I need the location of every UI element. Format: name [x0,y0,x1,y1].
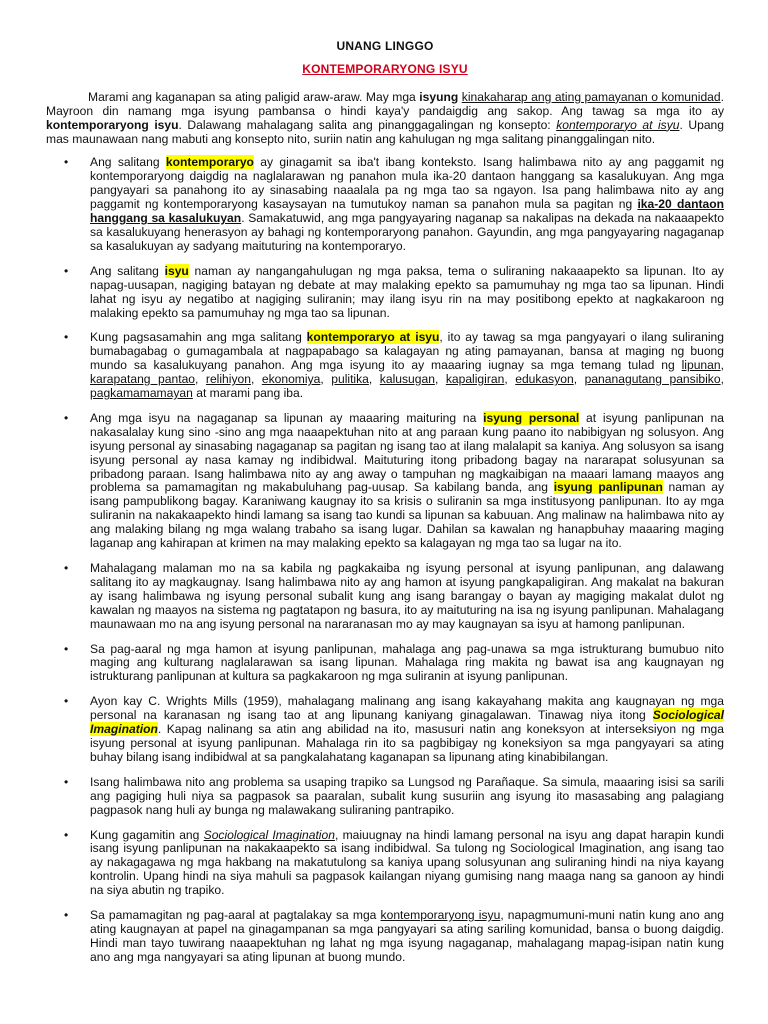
bullet-list [46,156,724,964]
text-run: at isyung panlipunan na nakasalalay kung sino -sino ang mga naaapektuhan nito at ang paraan kung paano ito nabibigyan ng solusyon. Ang isyung personal ay sinasabing nagaganap sa pagitan ng isang tao at ilang malalapit sa kaniya. Ang solusyon sa isang isyung personal ay nasa kamay ng indibidwal. Maituturing itong pribadong bagay na nararapat solusyunan sa pribadong paraan. Isang halimbawa nito ay ang away o tampuhan ng magkaibigan na maaari lamang maayos ang problema sa pamamagitan ng makabuluhang pag-uusap. Sa kabilang banda, ang [90,410,725,495]
emphasized-text: kontemporaryo [165,155,254,170]
emphasized-text: lipunan [681,358,721,373]
bullet-icon: • [64,694,69,709]
bullet-item [46,776,724,818]
bullet-icon: • [64,641,69,656]
emphasized-text: kapaligiran [445,372,505,387]
text-run: Kung pagsasamahin ang mga salitang [90,330,307,345]
text-run: Ayon kay C. Wrights Mills (1959), mahalagang malinang ang isang kakayahang makita ang kaugnayan ng mga personal na karanasan ng isang tao at ang lipunang kaniyang ginagalawan. Tinawag niya itong [90,694,724,723]
emphasized-text: kinakaharap ang ating pamayanan o komunidad [461,89,721,104]
text-run: . Dalawang mahalagang salita ang pinanggagalingan ng konsepto: [178,117,557,132]
emphasized-text: edukasyon [515,372,574,387]
emphasized-text: pananagutang pansibiko [584,372,721,387]
text-run: , maiuugnay na hindi lamang personal na isyu ang dapat harapin kundi isang isyung panlipunan na nakakaapekto sa isang indibidwal. Sa tulong ng Sociological Imagination, ang isang tao ay nakagagawa ng mga hakbang na makatutulong sa kaniya upang solusyunan ang suliraning hindi na niya kayang kontrolin. Upang hindi na siya mahuli sa pagpasok kailangan niyang gumising nang maaga nang sa ganoon ay hindi na siya abutin ng trapiko. [90,827,724,898]
text-run: naman ay nangangahulugan ng mga paksa, tema o suliraning nakaaapekto sa lipunan. Ito ay napag-uusapan, nagiging batayan ng debate at may malaking epekto sa pamumuhay ng mga tao sa lipunan. Hindi lahat ng isyu ay negatibo at nagiging suliranin; may ilang isyu rin na may positibong epekto at nagkakaroon ng malaking epekto sa pamumuhay ng mga tao sa lipunan. [90,263,724,320]
text-run: . Samakatuwid, ang mga pangyayaring naganap sa nakalipas na dekada na nakaaapekto sa kasalukuyang henerasyon ay bahagi ng kontemporaryong panahon. Gayundin, ang mga pangyayaring nagaganap sa kasalukuyan ay sadyang maituturing na kontemporaryo. [90,211,724,253]
bullet-icon: • [64,561,69,575]
text-run: Ang salitang [90,155,166,170]
lesson-heading: UNANG LINGGO [336,39,434,53]
text-run: at marami pang iba. [192,386,304,401]
text-run: Kung gagamitin ang [90,827,204,842]
emphasized-text: ekonomiya [261,372,321,387]
text-run: . Mayroon din namang mga isyung pambansa o hindi kaya'y pandaigdig ang sakop. Ang tawag sa mga ito ay [46,89,724,118]
text-run: , [720,372,724,387]
text-run: Sa pag-aaral ng mga hamon at isyung panlipunan, mahalaga ang pag-unawa sa mga istrukturang bumubuo nito maging ang kulturang naglalarawan sa isang lipunan. Mahalaga ring makita ng bawat isa ang kaugnayan ng istrukturang panlipunan at kultura sa pagkakaroon ng mga suliranin at isyung panlipunan. [90,641,724,684]
text-run: , [720,358,724,373]
bullet-icon: • [64,908,69,923]
text-run: Mahalagang malaman mo na sa kabila ng pagkakaiba ng isyung personal at isyung panlipunan, ang dalawang salitang ito ay magkaugnay. Isang halimbawa nito ay ang hamon at isyung pangkapaligiran. Ang makalat na bakuran ay isang halimbawa ng isyung personal subalit kung ang isang barangay o bayan ay magiging makalat dulot ng kawalan ng maayos na sistema ng pagtatapon ng basura, ito ay maituturing na isa ng isyung panlipunan. Mahalagang maunawaan mo na ang isyung personal na nararanasan mo ay may kaugnayan sa isyu at hamong panlipunan. [90,561,724,631]
bullet-item [46,265,724,321]
bullet-icon: • [64,330,69,345]
bullet-item [46,412,724,551]
bullet-item [46,909,724,965]
text-run: , [504,372,516,387]
emphasized-text: Sociological Imagination [203,827,335,842]
emphasized-text: pulitika [331,372,369,387]
text-run: Marami ang kaganapan sa ating paligid araw-araw. May mga [88,89,420,104]
text-run: Ang mga isyu na nagaganap sa lipunan ay maaaring maituring na [90,410,484,425]
bullet-icon: • [64,827,69,842]
emphasized-text: isyung panlipunan [553,480,663,495]
bullet-item [46,156,724,253]
bullet-icon: • [64,155,69,170]
bullet-icon: • [64,774,69,789]
bullet-item [46,695,724,765]
bullet-item [46,643,724,685]
bullet-item [46,331,724,401]
text-run: , [250,372,262,387]
text-run: , [320,372,332,387]
emphasized-text: isyung [419,89,459,104]
emphasized-text: karapatang pantao [90,372,196,387]
intro-paragraph [46,91,724,147]
bullet-icon: • [64,410,69,425]
text-run: Ang salitang [90,263,165,278]
text-run: , [195,372,206,387]
text-run: , [368,372,380,387]
text-run: . Kapag nalinang sa atin ang abilidad na ito, masusuri natin ang koneksyon at interseksiyon ng mga isyung personal at isyung panlipunan. Mahalaga rin ito sa pagbibigay ng koneksiyon sa mga pangyayari sa ating buhay bilang isang indibidwal at sa pangkalahatang kaganapan sa lipunang ating kinabibilangan. [90,722,724,764]
document-title: KONTEMPORARYONG ISYU [302,61,468,76]
emphasized-text: kontemporaryong isyu [46,117,179,132]
text-run: ay ginagamit sa iba't ibang konteksto. Isang halimbawa nito ay ang paggamit ng kontemporaryong daigdig na naglalarawan ng panahon mula ika-20 dantaon hanggang sa kasalukuyan. Ang mga pangyayari sa panahong ito ay sinasabing naaalala pa ng mga tao sa ngayon. Isa pang halimbawa nito ay ang paggamit ng kontemporaryong kasaysayan na tumutukoy naman sa panahon mula sa pagitan ng [90,155,724,212]
text-run: , napagmumuni-muni natin kung ano ang ating kaugnayan at papel na ginagampanan sa mga pangyayari sa ating sariling komunidad, bansa o buong daigdig. Hindi man tayo tuwirang naaapektuhan ng lahat ng mga isyung nagaganap, mahalagang mapag-isipan natin kung ano ang mga nangyayari sa ating lipunan at buong mundo. [90,908,725,964]
bullet-icon: • [64,263,69,278]
emphasized-text: ika-20 dantaon hanggang sa kasalukuyan [90,197,724,226]
emphasized-text: pagkamamamayan [90,386,193,401]
text-run: Sa pamamagitan ng pag-aaral at pagtalakay sa mga [90,908,381,923]
emphasized-text: isyung personal [483,410,580,425]
bullet-item [46,562,724,632]
text-run: , [573,372,585,387]
bullet-item [46,829,724,899]
text-run: , ito ay tawag sa mga pangyayari o ilang suliraning bumabagabag o gumagambala at nagpapabago sa kalagayan ng ating pamayanan, bansa at maging ng buong mundo sa kasalukuyang panahon. Ang mga isyung ito ay maaaring iugnay sa mga temang tulad ng [90,330,724,373]
text-run: naman ay isang pampublikong bagay. Karaniwang kaugnay ito sa krisis o suliranin sa mga institusyong panlipunan. Ito ay mga suliranin na nakakaapekto hindi lamang sa isang tao kundi sa lipunan sa kabuuan. Ang malinaw na halimbawa nito ay ang malaking bilang ng mga walang trabaho sa isang lugar. Dahilan sa kawalan ng hanapbuhay maaaring maging laganap ang kahirapan at krimen na may malaking epekto sa kalagayan ng mga tao sa lugar na ito. [90,480,724,551]
emphasized-text: Sociological Imagination [90,708,724,737]
text-run: , [434,372,446,387]
emphasized-text: kontemporaryong isyu [380,908,501,923]
emphasized-text: kontemporaryo at isyu [306,330,440,345]
emphasized-text: isyu [164,263,189,278]
text-run: . Upang mas maunawaan nang mabuti ang konsepto nito, suriin natin ang kahulugan ng mga salitang pinanggalingan nito. [46,117,724,146]
text-run: Isang halimbawa nito ang problema sa usaping trapiko sa Lungsod ng Parañaque. Sa simula, maaaring isisi sa sarili ang pagiging huli niya sa pagpasok sa paaralan, subalit kung susuriin ang isyung ito masasabing ang palagiang pagpasok nang huli ay bunga ng malawakang suliraning pantrapiko. [90,774,724,817]
emphasized-text: kontemporaryo at isyu [556,117,680,132]
emphasized-text: kalusugan [379,372,435,387]
emphasized-text: relihiyon [205,372,251,387]
